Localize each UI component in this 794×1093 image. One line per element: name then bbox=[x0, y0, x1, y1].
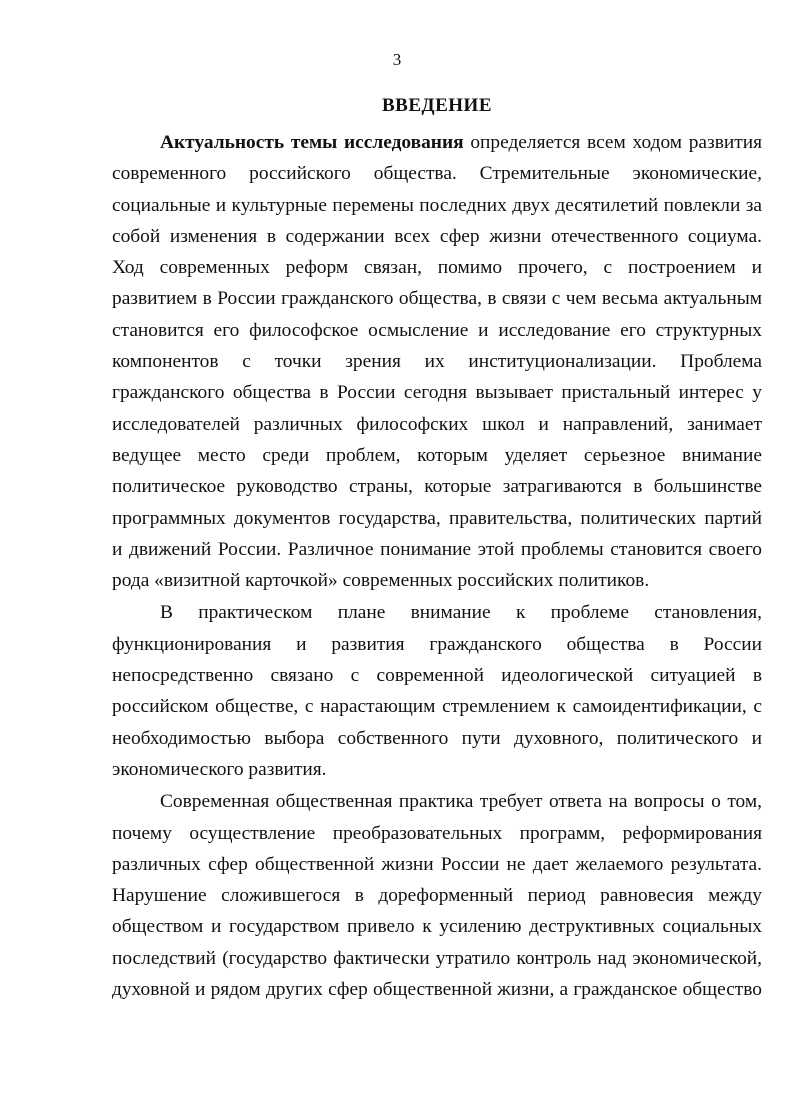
text-line: современного российского общества. Стремительные экономические, bbox=[112, 163, 762, 185]
text-line: Нарушение сложившегося в дореформенный период равновесия между bbox=[112, 885, 762, 907]
text-line: Современная общественная практика требует ответа на вопросы о том, bbox=[160, 791, 762, 813]
text-line: социальные и культурные перемены последних двух десятилетий повлекли за bbox=[112, 194, 762, 216]
paragraph-relevance bbox=[112, 127, 762, 596]
text-line: духовной и рядом других сфер общественной жизни, а гражданское общество bbox=[112, 979, 762, 1001]
bold-lead: Актуальность темы исследования bbox=[160, 132, 464, 153]
text-line bbox=[112, 127, 762, 158]
section-heading: ВВЕДЕНИЕ bbox=[382, 95, 492, 116]
text-line: рода «визитной карточкой» современных российских политиков. bbox=[112, 570, 650, 592]
text-line: программных документов государства, правительства, политических партий bbox=[112, 507, 762, 529]
text-span: определяется всем ходом развития bbox=[463, 132, 762, 153]
text-line: собой изменения в содержании всех сфер жизни отечественного социума. bbox=[112, 225, 762, 247]
text-line: развитием в России гражданского общества, в связи с чем весьма актуальным bbox=[112, 288, 762, 310]
text-line: обществом и государством привело к усилению деструктивных социальных bbox=[112, 916, 762, 938]
text-line: последствий (государство фактически утратило контроль над экономической, bbox=[112, 947, 762, 969]
paragraph-practical bbox=[112, 597, 762, 785]
text-line: необходимостью выбора собственного пути духовного, политического и bbox=[112, 727, 762, 749]
text-line: В практическом плане внимание к проблеме становления, bbox=[160, 602, 762, 624]
text-line: политическое руководство страны, которые затрагиваются в большинстве bbox=[112, 476, 762, 498]
text-line: и движений России. Различное понимание этой проблемы становится своего bbox=[112, 538, 762, 560]
text-line: функционирования и развития гражданского общества в России bbox=[112, 633, 762, 655]
text-line: различных сфер общественной жизни России не дает желаемого результата. bbox=[112, 853, 762, 875]
text-line: российском обществе, с нарастающим стремлением к самоидентификации, с bbox=[112, 696, 762, 718]
text-line: экономического развития. bbox=[112, 758, 327, 780]
text-line: ведущее место среди проблем, которым уделяет серьезное внимание bbox=[112, 444, 762, 466]
text-line: становится его философское осмысление и исследование его структурных bbox=[112, 319, 762, 341]
paragraph-modern-practice bbox=[112, 786, 762, 1005]
text-line: почему осуществление преобразовательных программ, реформирования bbox=[112, 822, 762, 844]
text-line: Ход современных реформ связан, помимо прочего, с построением и bbox=[112, 257, 762, 279]
text-line: компонентов с точки зрения их институционализации. Проблема bbox=[112, 351, 762, 373]
document-body bbox=[112, 127, 762, 1005]
page-number: 3 bbox=[392, 50, 402, 69]
text-line: исследователей различных философских школ и направлений, занимает bbox=[112, 413, 762, 435]
text-line: гражданского общества в России сегодня вызывает пристальный интерес у bbox=[112, 382, 762, 404]
text-line: непосредственно связано с современной идеологической ситуацией в bbox=[112, 665, 762, 687]
